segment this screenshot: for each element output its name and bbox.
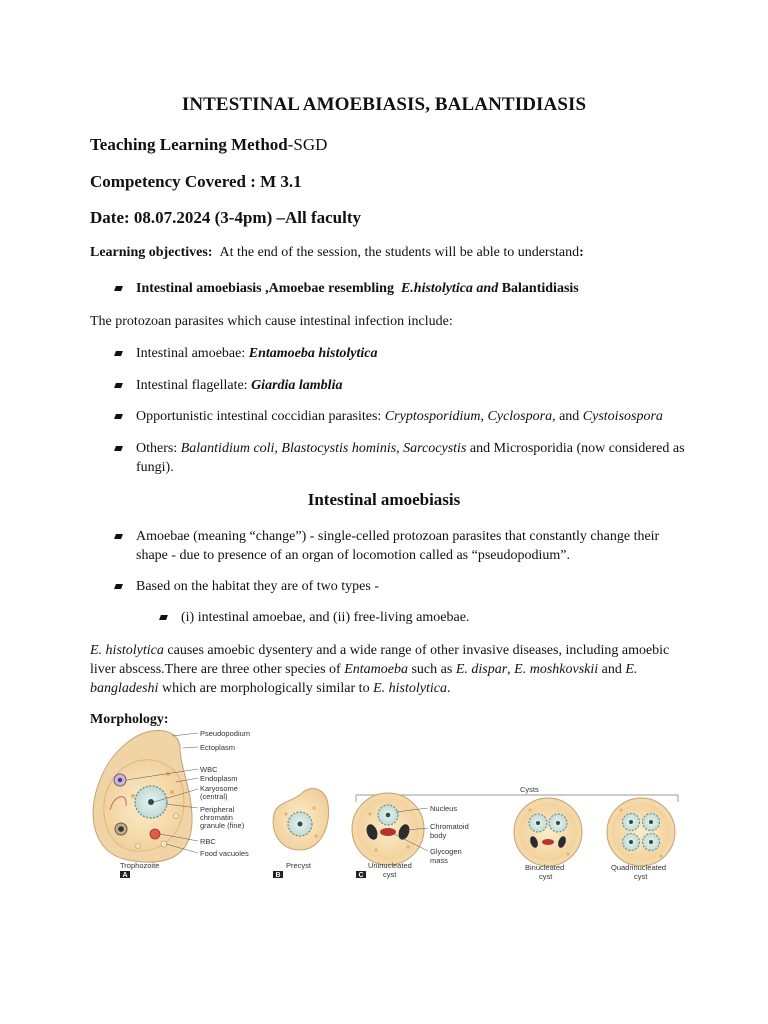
morphology-figure — [88, 722, 682, 882]
teaching-method-label: Teaching Learning Method — [90, 135, 288, 154]
trophozoite-diagram — [93, 731, 192, 863]
list-item-others — [136, 439, 685, 459]
bullet-icon — [114, 584, 123, 589]
label-chromatoid-1: Chromatoid — [430, 822, 469, 831]
label-uninucleated-2: cyst — [383, 870, 397, 879]
label-karyosome-1: Karyosome — [200, 784, 238, 793]
label-quadrinucleated-2: cyst — [634, 872, 648, 881]
objectives-line — [90, 243, 584, 263]
morphology-label-text: Morphology: — [90, 712, 169, 727]
quadrinucleated-cyst-diagram — [607, 798, 675, 866]
label-precyst: Precyst — [286, 861, 312, 870]
label-binucleated-2: cyst — [539, 872, 553, 881]
objectives-label: Learning objectives: — [90, 245, 213, 260]
label-trophozoite: Trophozoite — [120, 861, 160, 870]
label-nucleus: Nucleus — [430, 804, 458, 813]
objectives-colon: : — [579, 245, 584, 260]
list-item-others-line2: fungi). — [136, 460, 174, 475]
competency-line — [90, 172, 302, 192]
list-label: Others: — [136, 441, 181, 456]
para-italic: Entamoeba — [344, 662, 408, 677]
teaching-method-line — [90, 135, 327, 155]
list-separator: , — [480, 409, 488, 424]
panel-c-letter: C — [358, 872, 364, 879]
para-text: which are morphologically similar to — [158, 681, 374, 696]
habitat-line: Based on the habitat they are of two types - — [136, 579, 379, 594]
list-value: Cystoisospora — [582, 409, 663, 424]
label-food-vacuoles: Food vacuoles — [200, 849, 249, 858]
amoebae-line2: shape - due to presence of an organ of locomotion called as “pseudopodium”. — [136, 548, 570, 563]
habitat-sub-line: (i) intestinal amoebae, and (ii) free-living amoebae. — [181, 610, 470, 625]
list-label: Intestinal amoebae: — [136, 346, 249, 361]
para-italic: E. histolytica — [90, 643, 164, 658]
label-peripheral-2: chromatin — [200, 813, 233, 822]
list-item-coccidian — [136, 407, 663, 427]
binucleated-cyst-diagram — [514, 798, 582, 866]
teaching-method-value: -SGD — [287, 135, 328, 154]
objective-italic: E.histolytica and — [400, 281, 499, 296]
label-pseudopodium: Pseudopodium — [200, 729, 251, 738]
para-italic: E. moshkovskii — [514, 662, 599, 677]
list-item-flagellate — [136, 376, 342, 396]
list-text: and Microsporidia (now considered as — [466, 441, 685, 456]
section-heading: Intestinal amoebiasis — [307, 490, 461, 509]
paragraph-line2 — [90, 660, 637, 680]
list-value: Entamoeba histolytica — [248, 346, 378, 361]
label-peripheral-1: Peripheral — [200, 805, 235, 814]
label-cysts: Cysts — [520, 785, 539, 794]
date-line — [90, 208, 361, 228]
label-peripheral-3: granule (fine) — [200, 821, 245, 830]
label-glycogen-1: Glycogen — [430, 847, 462, 856]
bullet-icon — [114, 351, 123, 356]
bullet-icon — [114, 286, 123, 291]
para-italic: E. dispar — [455, 662, 508, 677]
panel-b-letter: B — [275, 872, 281, 879]
label-rbc: RBC — [200, 837, 216, 846]
amoebae-line1: Amoebae (meaning “change”) - single-celled protozoan parasites that constantly change their — [136, 529, 660, 544]
bullet-icon — [114, 534, 123, 539]
para-text: and — [598, 662, 626, 677]
label-quadrinucleated-1: Quadrinucleated — [611, 863, 667, 872]
label-ectoplasm: Ectoplasm — [200, 743, 236, 752]
paragraph-line3 — [90, 679, 450, 699]
bullet-icon — [159, 615, 168, 620]
list-value: Cryptosporidium — [384, 409, 481, 424]
list-value: Balantidium coli, Blastocystis hominis, Sarcocystis — [180, 441, 467, 456]
para-text: liver abscess.There are three other species of — [90, 662, 345, 677]
panel-a-letter: A — [122, 872, 128, 879]
list-value: Giardia lamblia — [251, 378, 343, 393]
para-italic: E. histolytica — [373, 681, 447, 696]
document-title: INTESTINAL AMOEBIASIS, BALANTIDIASIS — [181, 94, 587, 115]
paragraph-line1 — [90, 641, 669, 661]
objective-part2: Balantidiasis — [498, 281, 579, 296]
label-chromatoid-2: body — [430, 831, 447, 840]
date-text: Date: 08.07.2024 (3-4pm) –All faculty — [90, 208, 362, 227]
para-text: such as — [407, 662, 456, 677]
objectives-text: At the end of the session, the students will be able to understand — [219, 245, 580, 260]
para-text: , — [507, 662, 515, 677]
label-karyosome-2: (central) — [200, 792, 228, 801]
para-italic: bangladeshi — [90, 681, 159, 696]
label-uninucleated-1: Uninucleated — [368, 861, 412, 870]
precyst-diagram — [273, 789, 328, 850]
list-item-amoebae — [136, 344, 377, 364]
para-text: . — [446, 681, 451, 696]
label-glycogen-2: mass — [430, 856, 448, 865]
para-italic: E. — [625, 662, 638, 677]
intro-text: The protozoan parasites which cause intestinal infection include: — [90, 314, 453, 329]
list-label: Intestinal flagellate: — [136, 378, 252, 393]
bullet-icon — [114, 414, 123, 419]
objective-item — [136, 279, 579, 299]
label-wbc: WBC — [200, 765, 218, 774]
para-text: causes amoebic dysentery and a wide range of other invasive diseases, including amoebic — [163, 643, 670, 658]
label-endoplasm: Endoplasm — [200, 774, 238, 783]
label-binucleated-1: Binucleated — [525, 863, 565, 872]
bullet-icon — [114, 383, 123, 388]
competency-text: Competency Covered : M 3.1 — [90, 172, 302, 191]
uninucleated-cyst-diagram — [352, 793, 424, 865]
objective-part1: Intestinal amoebiasis ,Amoebae resembling — [136, 281, 401, 296]
list-value: Cyclospora — [487, 409, 553, 424]
list-separator: , and — [552, 409, 583, 424]
bullet-icon — [114, 446, 123, 451]
list-label: Opportunistic intestinal coccidian parasites: — [136, 409, 385, 424]
